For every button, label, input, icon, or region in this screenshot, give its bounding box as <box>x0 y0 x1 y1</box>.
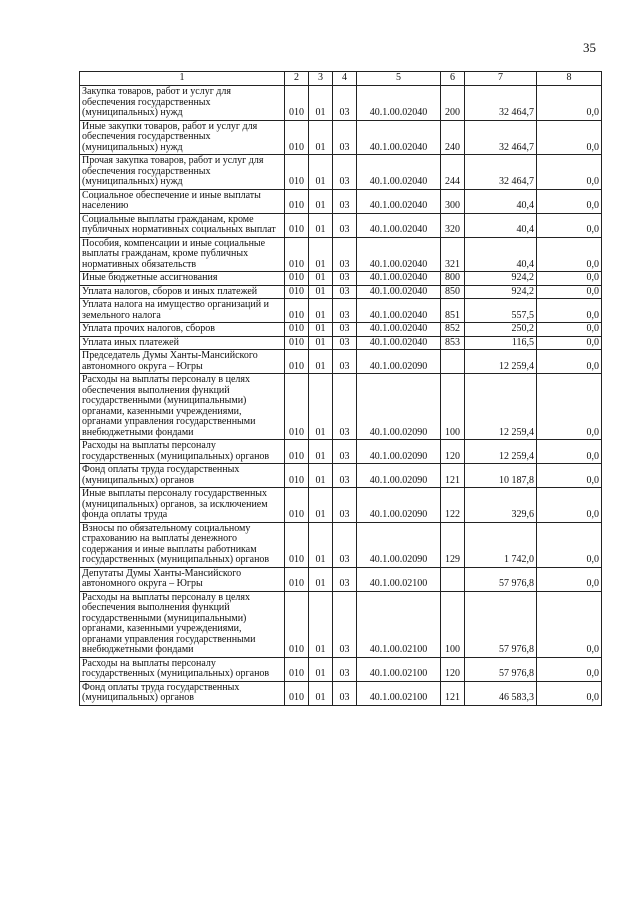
cell-expense-type: 800 <box>441 272 465 286</box>
table-row <box>80 657 602 681</box>
page-number: 35 <box>583 40 596 55</box>
cell-amount-2: 0,0 <box>537 681 602 705</box>
cell-section: 01 <box>309 155 333 190</box>
column-header: 3 <box>309 72 333 86</box>
cell-target-article: 40.1.00.02100 <box>357 567 441 591</box>
cell-section: 01 <box>309 336 333 350</box>
cell-expense-type: 200 <box>441 86 465 121</box>
cell-expense-type: 851 <box>441 299 465 323</box>
cell-expense-type: 320 <box>441 213 465 237</box>
cell-subsection: 03 <box>333 155 357 190</box>
table-row <box>80 272 602 286</box>
cell-subsection: 03 <box>333 272 357 286</box>
cell-section: 01 <box>309 86 333 121</box>
cell-expense-type: 850 <box>441 285 465 299</box>
cell-amount-2: 0,0 <box>537 591 602 657</box>
table-body <box>80 86 602 706</box>
cell-admin-code: 010 <box>285 213 309 237</box>
cell-expense-type <box>441 350 465 374</box>
cell-name: Закупка товаров, работ и услуг для обеспечения государственных (муниципальных) нужд <box>80 86 285 121</box>
cell-target-article: 40.1.00.02090 <box>357 440 441 464</box>
cell-expense-type: 321 <box>441 237 465 272</box>
cell-admin-code: 010 <box>285 336 309 350</box>
cell-name: Уплата иных платежей <box>80 336 285 350</box>
table-header-row <box>80 72 602 86</box>
cell-amount: 924,2 <box>465 272 537 286</box>
cell-amount-2: 0,0 <box>537 285 602 299</box>
cell-expense-type <box>441 567 465 591</box>
cell-subsection: 03 <box>333 120 357 155</box>
cell-target-article: 40.1.00.02100 <box>357 681 441 705</box>
cell-amount: 250,2 <box>465 323 537 337</box>
table-row <box>80 350 602 374</box>
cell-admin-code: 010 <box>285 681 309 705</box>
cell-admin-code: 010 <box>285 86 309 121</box>
cell-subsection: 03 <box>333 323 357 337</box>
cell-admin-code: 010 <box>285 120 309 155</box>
cell-section: 01 <box>309 272 333 286</box>
cell-name: Депутаты Думы Ханты-Мансийского автономного округа – Югры <box>80 567 285 591</box>
cell-amount: 57 976,8 <box>465 591 537 657</box>
cell-section: 01 <box>309 440 333 464</box>
table-row <box>80 681 602 705</box>
cell-amount: 32 464,7 <box>465 155 537 190</box>
cell-section: 01 <box>309 350 333 374</box>
cell-subsection: 03 <box>333 336 357 350</box>
table-row <box>80 440 602 464</box>
cell-amount: 116,5 <box>465 336 537 350</box>
cell-subsection: 03 <box>333 591 357 657</box>
cell-admin-code: 010 <box>285 522 309 567</box>
table-row <box>80 213 602 237</box>
cell-section: 01 <box>309 323 333 337</box>
cell-name: Расходы на выплаты персоналу в целях обеспечения выполнения функций государственными (муниципальными) органами, казенными учреждениями, органами управления государственными внебюджетными фондами <box>80 374 285 440</box>
cell-subsection: 03 <box>333 189 357 213</box>
cell-admin-code: 010 <box>285 323 309 337</box>
cell-subsection: 03 <box>333 374 357 440</box>
cell-expense-type: 129 <box>441 522 465 567</box>
cell-section: 01 <box>309 657 333 681</box>
column-header: 6 <box>441 72 465 86</box>
cell-amount: 12 259,4 <box>465 440 537 464</box>
cell-section: 01 <box>309 213 333 237</box>
cell-subsection: 03 <box>333 213 357 237</box>
cell-subsection: 03 <box>333 440 357 464</box>
cell-target-article: 40.1.00.02090 <box>357 522 441 567</box>
cell-expense-type: 121 <box>441 681 465 705</box>
cell-amount-2: 0,0 <box>537 336 602 350</box>
cell-admin-code: 010 <box>285 237 309 272</box>
table-row <box>80 374 602 440</box>
cell-target-article: 40.1.00.02090 <box>357 374 441 440</box>
cell-amount-2: 0,0 <box>537 657 602 681</box>
cell-name: Фонд оплаты труда государственных (муниципальных) органов <box>80 464 285 488</box>
cell-name: Иные закупки товаров, работ и услуг для обеспечения государственных (муниципальных) нужд <box>80 120 285 155</box>
cell-subsection: 03 <box>333 488 357 523</box>
cell-section: 01 <box>309 681 333 705</box>
cell-expense-type: 120 <box>441 440 465 464</box>
cell-amount: 57 976,8 <box>465 657 537 681</box>
cell-target-article: 40.1.00.02090 <box>357 464 441 488</box>
cell-amount-2: 0,0 <box>537 488 602 523</box>
column-header: 7 <box>465 72 537 86</box>
cell-amount-2: 0,0 <box>537 86 602 121</box>
table-row <box>80 155 602 190</box>
table-row <box>80 591 602 657</box>
cell-amount: 40,4 <box>465 213 537 237</box>
cell-expense-type: 120 <box>441 657 465 681</box>
cell-amount-2: 0,0 <box>537 299 602 323</box>
table-row <box>80 285 602 299</box>
cell-amount: 32 464,7 <box>465 120 537 155</box>
cell-name: Иные выплаты персоналу государственных (муниципальных) органов, за исключением фонда оплаты труда <box>80 488 285 523</box>
cell-name: Фонд оплаты труда государственных (муниципальных) органов <box>80 681 285 705</box>
cell-admin-code: 010 <box>285 464 309 488</box>
column-header: 1 <box>80 72 285 86</box>
cell-name: Социальное обеспечение и иные выплаты населению <box>80 189 285 213</box>
cell-target-article: 40.1.00.02040 <box>357 189 441 213</box>
cell-subsection: 03 <box>333 299 357 323</box>
cell-target-article: 40.1.00.02040 <box>357 86 441 121</box>
column-header: 4 <box>333 72 357 86</box>
column-header: 5 <box>357 72 441 86</box>
cell-expense-type: 122 <box>441 488 465 523</box>
cell-expense-type: 852 <box>441 323 465 337</box>
cell-amount: 32 464,7 <box>465 86 537 121</box>
cell-admin-code: 010 <box>285 567 309 591</box>
cell-amount-2: 0,0 <box>537 440 602 464</box>
cell-subsection: 03 <box>333 567 357 591</box>
cell-name: Взносы по обязательному социальному страхованию на выплаты денежного содержания и иные выплаты работникам государственных (муниципальных) органов <box>80 522 285 567</box>
cell-admin-code: 010 <box>285 440 309 464</box>
cell-admin-code: 010 <box>285 350 309 374</box>
cell-amount-2: 0,0 <box>537 464 602 488</box>
cell-subsection: 03 <box>333 86 357 121</box>
cell-amount: 924,2 <box>465 285 537 299</box>
cell-section: 01 <box>309 120 333 155</box>
column-header: 2 <box>285 72 309 86</box>
cell-amount-2: 0,0 <box>537 237 602 272</box>
cell-amount: 10 187,8 <box>465 464 537 488</box>
cell-target-article: 40.1.00.02040 <box>357 213 441 237</box>
table-row <box>80 120 602 155</box>
cell-target-article: 40.1.00.02040 <box>357 120 441 155</box>
cell-section: 01 <box>309 299 333 323</box>
cell-amount: 557,5 <box>465 299 537 323</box>
cell-amount: 329,6 <box>465 488 537 523</box>
cell-section: 01 <box>309 591 333 657</box>
cell-section: 01 <box>309 374 333 440</box>
cell-expense-type: 240 <box>441 120 465 155</box>
cell-target-article: 40.1.00.02040 <box>357 336 441 350</box>
budget-table <box>79 71 602 706</box>
cell-admin-code: 010 <box>285 299 309 323</box>
cell-amount: 40,4 <box>465 189 537 213</box>
cell-target-article: 40.1.00.02090 <box>357 488 441 523</box>
table-row <box>80 237 602 272</box>
cell-amount-2: 0,0 <box>537 155 602 190</box>
table-row <box>80 464 602 488</box>
cell-name: Социальные выплаты гражданам, кроме публичных нормативных социальных выплат <box>80 213 285 237</box>
cell-expense-type: 244 <box>441 155 465 190</box>
cell-amount: 12 259,4 <box>465 374 537 440</box>
cell-target-article: 40.1.00.02040 <box>357 272 441 286</box>
cell-amount-2: 0,0 <box>537 189 602 213</box>
cell-amount-2: 0,0 <box>537 374 602 440</box>
cell-name: Расходы на выплаты персоналу государственных (муниципальных) органов <box>80 440 285 464</box>
table-row <box>80 567 602 591</box>
cell-amount-2: 0,0 <box>537 350 602 374</box>
cell-amount-2: 0,0 <box>537 213 602 237</box>
cell-subsection: 03 <box>333 237 357 272</box>
cell-section: 01 <box>309 237 333 272</box>
cell-target-article: 40.1.00.02100 <box>357 591 441 657</box>
table-row <box>80 189 602 213</box>
cell-name: Иные бюджетные ассигнования <box>80 272 285 286</box>
cell-admin-code: 010 <box>285 272 309 286</box>
cell-name: Расходы на выплаты персоналу государственных (муниципальных) органов <box>80 657 285 681</box>
cell-amount: 1 742,0 <box>465 522 537 567</box>
cell-section: 01 <box>309 285 333 299</box>
cell-expense-type: 300 <box>441 189 465 213</box>
cell-subsection: 03 <box>333 657 357 681</box>
cell-admin-code: 010 <box>285 657 309 681</box>
table-row <box>80 86 602 121</box>
cell-expense-type: 121 <box>441 464 465 488</box>
table-row <box>80 299 602 323</box>
cell-target-article: 40.1.00.02100 <box>357 657 441 681</box>
cell-name: Уплата налога на имущество организаций и земельного налога <box>80 299 285 323</box>
cell-amount-2: 0,0 <box>537 272 602 286</box>
cell-name: Председатель Думы Ханты-Мансийского автономного округа – Югры <box>80 350 285 374</box>
cell-section: 01 <box>309 189 333 213</box>
cell-amount: 40,4 <box>465 237 537 272</box>
cell-amount: 57 976,8 <box>465 567 537 591</box>
cell-name: Прочая закупка товаров, работ и услуг для обеспечения государственных (муниципальных) нужд <box>80 155 285 190</box>
cell-section: 01 <box>309 567 333 591</box>
cell-target-article: 40.1.00.02040 <box>357 237 441 272</box>
table-row <box>80 336 602 350</box>
cell-subsection: 03 <box>333 350 357 374</box>
cell-subsection: 03 <box>333 464 357 488</box>
cell-admin-code: 010 <box>285 488 309 523</box>
cell-section: 01 <box>309 522 333 567</box>
cell-target-article: 40.1.00.02040 <box>357 155 441 190</box>
cell-amount: 46 583,3 <box>465 681 537 705</box>
cell-amount-2: 0,0 <box>537 567 602 591</box>
cell-name: Уплата прочих налогов, сборов <box>80 323 285 337</box>
cell-subsection: 03 <box>333 522 357 567</box>
cell-amount-2: 0,0 <box>537 323 602 337</box>
cell-target-article: 40.1.00.02040 <box>357 323 441 337</box>
cell-amount: 12 259,4 <box>465 350 537 374</box>
cell-name: Пособия, компенсации и иные социальные выплаты гражданам, кроме публичных нормативных обязательств <box>80 237 285 272</box>
cell-amount-2: 0,0 <box>537 120 602 155</box>
cell-subsection: 03 <box>333 681 357 705</box>
cell-target-article: 40.1.00.02040 <box>357 285 441 299</box>
column-header: 8 <box>537 72 602 86</box>
cell-target-article: 40.1.00.02040 <box>357 299 441 323</box>
cell-admin-code: 010 <box>285 374 309 440</box>
cell-name: Расходы на выплаты персоналу в целях обеспечения выполнения функций государственными (муниципальными) органами, казенными учреждениями, органами управления государственными внебюджетными фондами <box>80 591 285 657</box>
cell-expense-type: 100 <box>441 374 465 440</box>
cell-admin-code: 010 <box>285 155 309 190</box>
cell-admin-code: 010 <box>285 285 309 299</box>
cell-name: Уплата налогов, сборов и иных платежей <box>80 285 285 299</box>
table-row <box>80 323 602 337</box>
cell-expense-type: 100 <box>441 591 465 657</box>
cell-subsection: 03 <box>333 285 357 299</box>
cell-admin-code: 010 <box>285 591 309 657</box>
table-row <box>80 488 602 523</box>
table-row <box>80 522 602 567</box>
cell-admin-code: 010 <box>285 189 309 213</box>
cell-expense-type: 853 <box>441 336 465 350</box>
cell-section: 01 <box>309 488 333 523</box>
cell-amount-2: 0,0 <box>537 522 602 567</box>
cell-section: 01 <box>309 464 333 488</box>
cell-target-article: 40.1.00.02090 <box>357 350 441 374</box>
